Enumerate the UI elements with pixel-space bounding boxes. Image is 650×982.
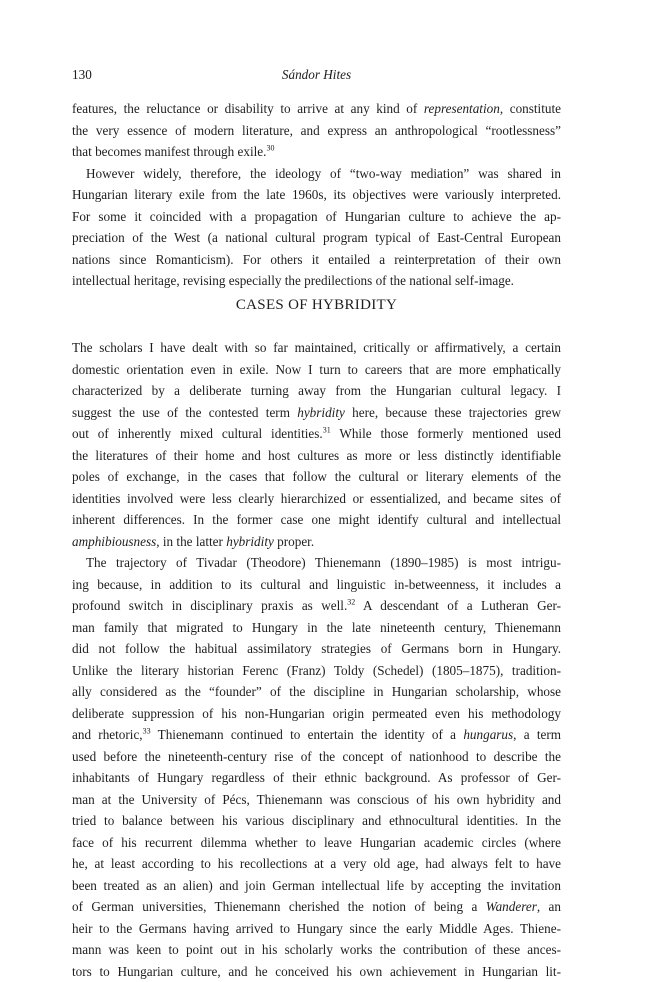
text-line [72,574,561,596]
text-run: While those formerly mentioned used [331,426,561,441]
text-run: For some it coincided with a propagation of Hungarian culture to achieve the ap- [72,209,561,224]
text-run: preciation of the West (a national cultural program typical of East-Central European [72,230,561,245]
text-run: the literatures of their home and host cultures as more or less distinctly identifiable [72,448,561,463]
text-line [72,896,561,918]
text-run: that becomes manifest through exile. [72,144,266,159]
italic-term: hybridity [297,405,345,420]
italic-term: Wanderer [486,899,537,914]
text-line [72,681,561,703]
text-run: Thienemann continued to entertain the identity of a [151,727,464,742]
text-run: The trajectory of Tivadar (Theodore) Thienemann (1890–1985) is most intrigu- [86,555,561,570]
text-run: , in the latter [156,534,226,549]
text-run: here, because these trajectories grew [345,405,561,420]
text-line [72,531,561,553]
footnote-marker: 31 [323,426,331,435]
text-line [72,466,561,488]
text-run: heir to the Germans having arrived to Hungary since the early Middle Ages. Thiene- [72,921,561,936]
text-line [72,789,561,811]
text-line [72,488,561,510]
text-line [72,141,561,163]
page-header [72,67,561,87]
text-line [72,853,561,875]
text-run: he, at least according to his recollections at a very old age, had always felt to have [72,856,561,871]
text-line [72,359,561,381]
text-line [72,724,561,746]
text-line [72,206,561,228]
text-run: inhabitants of Hungary regardless of their ethnic background. As professor of Ger- [72,770,561,785]
text-run: features, the reluctance or disability to arrive at any kind of [72,101,424,116]
text-run: face of his recurrent dilemma whether to leave Hungarian academic circles (where [72,835,561,850]
text-run: proper. [274,534,314,549]
text-run: , constitute [500,101,561,116]
text-run: profound switch in disciplinary praxis as well. [72,598,347,613]
text-run: poles of exchange, in the cases that follow the cultural or literary elements of the [72,469,561,484]
italic-term: hybridity [226,534,274,549]
text-line [72,120,561,142]
text-run: suggest the use of the contested term [72,405,297,420]
text-line [72,445,561,467]
italic-term: hungarus [463,727,513,742]
text-line [72,617,561,639]
text-run: , an [537,899,561,914]
text-line [72,249,561,271]
text-line [72,337,561,359]
page-number: 130 [72,67,92,83]
text-run: domestic orientation even in exile. Now I turn to careers that are more emphatically [72,362,561,377]
text-line [72,961,561,982]
italic-term: representation [424,101,500,116]
text-run: characterized by a deliberate turning away from the Hungarian cultural legacy. I [72,383,561,398]
text-run: of German universities, Thienemann cherished the notion of being a [72,899,486,914]
text-line [72,402,561,424]
text-line [72,939,561,961]
running-head: Sándor Hites [72,67,561,83]
italic-term: amphibiousness [72,534,156,549]
text-run: The scholars I have dealt with so far maintained, critically or affirmatively, a certain [72,340,561,355]
section-heading: CASES OF HYBRIDITY [72,297,561,314]
text-line [72,810,561,832]
text-run: nations since Romanticism). For others it entailed a reinterpretation of their own [72,252,561,267]
text-line [72,184,561,206]
text-run: intellectual heritage, revising especially the predilections of the national self-image. [72,273,514,288]
text-line [72,163,561,185]
text-run: identities involved were less clearly hierarchized or essentialized, and became sites of [72,491,561,506]
text-run: A descendant of a Lutheran Ger- [355,598,561,613]
text-line [72,703,561,725]
text-run: Hungarian literary exile from the late 1960s, its objectives were variously interpreted. [72,187,561,202]
text-run: inherent differences. In the former case one might identify cultural and intellectual [72,512,561,527]
text-line [72,227,561,249]
text-line [72,380,561,402]
footnote-marker: 33 [143,727,151,736]
text-run: used before the nineteenth-century rise of the concept of nationhood to describe the [72,749,561,764]
text-line [72,746,561,768]
text-line [72,638,561,660]
text-run: deliberate suppression of his non-Hungarian origin permeated even his methodology [72,706,561,721]
body-text-section-1 [72,98,561,292]
text-run: out of inherently mixed cultural identities. [72,426,323,441]
footnote-marker: 30 [266,144,274,153]
text-run: ing because, in addition to its cultural and linguistic in-betweenness, it includes a [72,577,561,592]
text-run: mann was keen to point out in his scholarly works the contribution of these ances- [72,942,561,957]
text-run: man family that migrated to Hungary in the late nineteenth century, Thienemann [72,620,561,635]
text-line [72,875,561,897]
body-text-section-2 [72,337,561,982]
text-run: man at the University of Pécs, Thienemann was conscious of his own hybridity and [72,792,561,807]
text-run: and rhetoric, [72,727,143,742]
text-run: However widely, therefore, the ideology of “two-way mediation” was shared in [86,166,561,181]
text-run: Unlike the literary historian Ferenc (Franz) Toldy (Schedel) (1805–1875), tradition- [72,663,561,678]
text-line [72,270,561,292]
footnote-marker: 32 [347,598,355,607]
text-line [72,918,561,940]
text-line [72,552,561,574]
text-line [72,98,561,120]
text-run: , a term [513,727,561,742]
text-run: ally considered as the “founder” of the discipline in Hungarian scholarship, whose [72,684,561,699]
text-line [72,832,561,854]
text-run: been treated as an alien) and join German intellectual life by accepting the invitation [72,878,561,893]
text-line [72,509,561,531]
text-run: tors to Hungarian culture, and he conceived his own achievement in Hungarian lit- [72,964,561,979]
text-run: did not follow the habitual assimilatory strategies of Germans born in Hungary. [72,641,561,656]
text-run: the very essence of modern literature, and express an anthropological “rootlessness” [72,123,561,138]
text-line [72,595,561,617]
text-line [72,423,561,445]
text-line [72,767,561,789]
text-line [72,660,561,682]
text-run: tried to balance between his various disciplinary and ethnocultural identities. In the [72,813,561,828]
